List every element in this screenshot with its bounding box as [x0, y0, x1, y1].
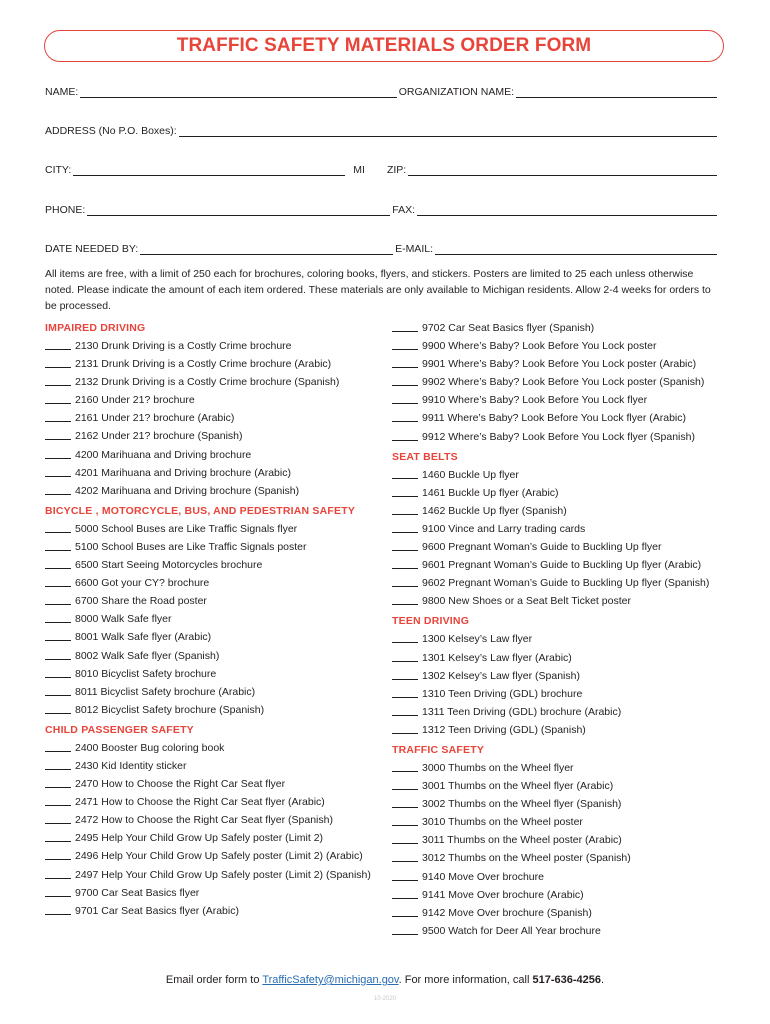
- name-label: NAME:: [45, 86, 79, 98]
- quantity-field[interactable]: [392, 667, 418, 680]
- order-item-label: 1460 Buckle Up flyer: [422, 468, 519, 481]
- order-item: [392, 922, 727, 940]
- order-item-label: 8010 Bicyclist Safety brochure: [75, 667, 217, 680]
- section-heading-bicycle-motorcycle-bus-and-pedestrian-safety: BICYCLE , MOTORCYCLE, BUS, AND PEDESTRIAN SAFETY: [45, 504, 356, 517]
- order-item: [392, 520, 727, 538]
- title-banner: [44, 30, 724, 62]
- order-item-label: 3002 Thumbs on the Wheel flyer (Spanish): [422, 798, 622, 811]
- order-item: [45, 902, 385, 920]
- order-item-label: 1311 Teen Driving (GDL) brochure (Arabic): [422, 705, 622, 718]
- order-item: [392, 466, 727, 484]
- order-item-label: 8012 Bicyclist Safety brochure (Spanish): [75, 703, 265, 716]
- order-item: [45, 373, 385, 391]
- order-item-label: 1301 Kelsey’s Law flyer (Arabic): [422, 651, 572, 664]
- order-item-label: 8001 Walk Safe flyer (Arabic): [75, 631, 212, 644]
- order-item-label: 1310 Teen Driving (GDL) brochure: [422, 687, 583, 700]
- address-field[interactable]: [179, 125, 717, 137]
- order-item-label: 2471 How to Choose the Right Car Seat flyer (Arabic): [75, 796, 325, 809]
- order-item-label: 9901 Where’s Baby? Look Before You Lock poster (Arabic): [422, 358, 697, 371]
- order-item: [45, 683, 385, 701]
- email-field[interactable]: [435, 243, 717, 255]
- order-item-label: 2162 Under 21? brochure (Spanish): [75, 430, 243, 443]
- order-item-label: 9800 New Shoes or a Seat Belt Ticket poster: [422, 595, 631, 608]
- quantity-field[interactable]: [45, 847, 71, 860]
- section-heading-impaired-driving: IMPAIRED DRIVING: [45, 322, 146, 334]
- quantity-field[interactable]: [45, 556, 71, 569]
- order-item: [392, 373, 727, 391]
- order-item-label: 2495 Help Your Child Grow Up Safely poster (Limit 2): [75, 832, 324, 845]
- order-item: [45, 427, 385, 445]
- quantity-field[interactable]: [392, 592, 418, 605]
- order-item: [392, 721, 727, 739]
- quantity-field[interactable]: [45, 628, 71, 641]
- order-item: [45, 556, 385, 574]
- quantity-field[interactable]: [392, 886, 418, 899]
- order-item-label: 9601 Pregnant Woman’s Guide to Buckling Up flyer (Arabic): [422, 559, 702, 572]
- order-item-label: 8002 Walk Safe flyer (Spanish): [75, 649, 220, 662]
- order-item-label: 9910 Where’s Baby? Look Before You Lock flyer: [422, 394, 648, 407]
- order-item: [392, 703, 727, 721]
- quantity-field[interactable]: [392, 904, 418, 917]
- order-item-label: 4201 Marihuana and Driving brochure (Arabic): [75, 466, 291, 479]
- zip-field[interactable]: [408, 164, 717, 176]
- order-item-label: 3011 Thumbs on the Wheel poster (Arabic): [422, 834, 622, 847]
- order-item: [392, 831, 727, 849]
- phone-fax-row: [45, 200, 719, 216]
- state-label: MI: [353, 164, 365, 176]
- quantity-field[interactable]: [45, 811, 71, 824]
- order-item: [45, 757, 385, 775]
- quantity-field[interactable]: [45, 574, 71, 587]
- quantity-field[interactable]: [45, 610, 71, 623]
- quantity-field[interactable]: [45, 538, 71, 551]
- order-item-label: 9701 Car Seat Basics flyer (Arabic): [75, 904, 239, 917]
- order-item-label: 2472 How to Choose the Right Car Seat flyer (Spanish): [75, 814, 333, 827]
- fax-label: FAX:: [392, 204, 415, 216]
- order-item: [45, 811, 385, 829]
- order-item: [392, 795, 727, 813]
- email-label: E-MAIL:: [395, 243, 433, 255]
- page-title: TRAFFIC SAFETY MATERIALS ORDER FORM: [176, 35, 592, 56]
- quantity-field[interactable]: [392, 630, 418, 643]
- order-item-label: 6500 Start Seeing Motorcycles brochure: [75, 559, 263, 572]
- order-item-label: 2130 Drunk Driving is a Costly Crime brochure: [75, 340, 292, 352]
- order-item: [45, 665, 385, 683]
- quantity-field[interactable]: [45, 757, 71, 770]
- quantity-field[interactable]: [392, 574, 418, 587]
- order-item-label: 9902 Where’s Baby? Look Before You Lock poster (Spanish): [422, 376, 705, 389]
- order-item: [45, 884, 385, 902]
- quantity-field[interactable]: [392, 428, 418, 441]
- order-item-label: 9100 Vince and Larry trading cards: [422, 522, 586, 535]
- order-item: [45, 647, 385, 665]
- order-item: [392, 337, 727, 355]
- order-item: [45, 628, 385, 646]
- quantity-field[interactable]: [45, 592, 71, 605]
- quantity-field[interactable]: [45, 373, 71, 386]
- city-label: CITY:: [45, 164, 72, 176]
- quantity-field[interactable]: [45, 866, 71, 879]
- name-org-row: [45, 82, 719, 98]
- quantity-field[interactable]: [392, 922, 418, 935]
- order-item: [45, 391, 385, 409]
- form-code: 10-2020: [373, 996, 397, 1002]
- order-item-label: 9700 Car Seat Basics flyer: [75, 886, 200, 899]
- order-item-label: 9900 Where’s Baby? Look Before You Lock poster: [422, 340, 657, 353]
- fax-field[interactable]: [417, 204, 717, 216]
- quantity-field[interactable]: [45, 884, 71, 897]
- order-item-label: 1300 Kelsey’s Law flyer: [422, 633, 533, 646]
- order-item: [392, 759, 727, 777]
- footer-middle: . For more information, call: [398, 974, 533, 986]
- order-item-label: 6600 Got your CY? brochure: [75, 577, 210, 590]
- quantity-field[interactable]: [45, 482, 71, 495]
- order-item: [45, 446, 385, 464]
- order-item: [392, 428, 727, 446]
- order-item: [392, 685, 727, 703]
- order-item-label: 9140 Move Over brochure: [422, 870, 544, 883]
- left-column: [45, 319, 385, 920]
- quantity-field[interactable]: [45, 775, 71, 788]
- order-item: [45, 538, 385, 556]
- quantity-field[interactable]: [45, 902, 71, 915]
- order-item-label: 2160 Under 21? brochure: [75, 394, 195, 407]
- instructions-paragraph: All items are free, with a limit of 250 each for brochures, coloring books, flyers, and stickers. Posters are limited to 25 each unless otherwise noted. Please indicate the amount of each item ordered. These materials are only available to Michigan residents. Allow 2-4 weeks for orders to be processed.: [45, 268, 711, 312]
- quantity-field[interactable]: [45, 464, 71, 477]
- order-item-label: 2400 Booster Bug coloring book: [75, 741, 225, 754]
- quantity-field[interactable]: [392, 538, 418, 551]
- quantity-field[interactable]: [392, 337, 418, 350]
- quantity-field[interactable]: [392, 777, 418, 790]
- quantity-field[interactable]: [45, 355, 71, 368]
- order-item: [392, 592, 727, 610]
- order-item: [392, 574, 727, 592]
- quantity-field[interactable]: [45, 446, 71, 459]
- order-item: [45, 355, 385, 373]
- order-item: [392, 484, 727, 502]
- phone-number: 517-636-4256: [532, 974, 601, 986]
- section-heading-child-passenger-safety: CHILD PASSENGER SAFETY: [45, 723, 194, 736]
- quantity-field[interactable]: [392, 466, 418, 479]
- order-item-label: 1462 Buckle Up flyer (Spanish): [422, 504, 567, 517]
- order-item-label: 2430 Kid Identity sticker: [75, 759, 187, 772]
- zip-label: ZIP:: [386, 164, 407, 176]
- order-item-label: 5000 School Buses are Like Traffic Signals flyer: [75, 522, 298, 535]
- quantity-field[interactable]: [45, 391, 71, 404]
- name-field[interactable]: [80, 86, 396, 98]
- address-label: ADDRESS (No P.O. Boxes):: [45, 125, 177, 137]
- address-row: [45, 121, 719, 137]
- quantity-field[interactable]: [45, 701, 71, 714]
- right-column: [392, 319, 727, 940]
- order-item-label: 3000 Thumbs on the Wheel flyer: [422, 761, 574, 774]
- order-item: [392, 849, 727, 867]
- quantity-field[interactable]: [392, 355, 418, 368]
- order-item-label: 2161 Under 21? brochure (Arabic): [75, 412, 235, 425]
- order-item: [392, 813, 727, 831]
- order-item-label: 9911 Where’s Baby? Look Before You Lock flyer (Arabic): [422, 412, 687, 425]
- section-heading-traffic-safety: TRAFFIC SAFETY: [392, 743, 485, 756]
- date-needed-field[interactable]: [140, 243, 393, 255]
- order-item: [392, 904, 727, 922]
- order-item: [392, 355, 727, 373]
- quantity-field[interactable]: [45, 683, 71, 696]
- quantity-field[interactable]: [45, 829, 71, 842]
- quantity-field[interactable]: [392, 649, 418, 662]
- order-item: [45, 793, 385, 811]
- order-item-label: 3001 Thumbs on the Wheel flyer (Arabic): [422, 780, 614, 793]
- order-item: [392, 630, 727, 648]
- order-item: [45, 464, 385, 482]
- order-item-label: 1302 Kelsey’s Law flyer (Spanish): [422, 669, 580, 682]
- order-item-label: 8000 Walk Safe flyer: [75, 613, 172, 626]
- quantity-field[interactable]: [392, 849, 418, 862]
- footer-prefix: Email order form to: [165, 974, 263, 986]
- date-email-row: [45, 239, 719, 255]
- quantity-field[interactable]: [392, 795, 418, 808]
- phone-field[interactable]: [87, 204, 390, 216]
- quantity-field[interactable]: [392, 868, 418, 881]
- city-field[interactable]: [73, 164, 345, 176]
- quantity-field[interactable]: [392, 813, 418, 826]
- order-item: [392, 502, 727, 520]
- quantity-field[interactable]: [45, 665, 71, 678]
- order-item: [392, 319, 727, 337]
- date-needed-label: DATE NEEDED BY:: [45, 243, 139, 255]
- order-item-label: 9500 Watch for Deer All Year brochure: [422, 924, 601, 937]
- order-item-label: 6700 Share the Road poster: [75, 595, 207, 608]
- order-item-label: 3010 Thumbs on the Wheel poster: [422, 816, 583, 829]
- order-item-label: 9142 Move Over brochure (Spanish): [422, 906, 592, 919]
- order-item: [45, 847, 385, 865]
- section-heading-seat-belts: SEAT BELTS: [392, 450, 458, 463]
- quantity-field[interactable]: [392, 703, 418, 716]
- order-item-label: 2497 Help Your Child Grow Up Safely poster (Limit 2) (Spanish): [75, 868, 371, 881]
- quantity-field[interactable]: [45, 409, 71, 422]
- order-item-label: 8011 Bicyclist Safety brochure (Arabic): [75, 685, 256, 698]
- email-link[interactable]: TrafficSafety@michigan.gov: [262, 974, 399, 986]
- order-item-label: 2131 Drunk Driving is a Costly Crime brochure (Arabic): [75, 358, 332, 371]
- order-item: [45, 829, 385, 847]
- quantity-field[interactable]: [45, 520, 71, 533]
- order-item: [45, 739, 385, 757]
- order-item-label: 3012 Thumbs on the Wheel poster (Spanish): [422, 852, 631, 865]
- order-item: [45, 775, 385, 793]
- quantity-field[interactable]: [392, 520, 418, 533]
- order-item: [392, 556, 727, 574]
- order-item: [392, 777, 727, 795]
- quantity-field[interactable]: [45, 793, 71, 806]
- organization-field[interactable]: [516, 86, 717, 98]
- order-item-label: 2496 Help Your Child Grow Up Safely poster (Limit 2) (Arabic): [75, 850, 363, 863]
- quantity-field[interactable]: [392, 556, 418, 569]
- order-item: [45, 866, 385, 884]
- quantity-field[interactable]: [392, 831, 418, 844]
- order-item-label: 1312 Teen Driving (GDL) (Spanish): [422, 723, 586, 736]
- quantity-field[interactable]: [45, 647, 71, 660]
- city-zip-row: [45, 160, 719, 176]
- order-item: [392, 649, 727, 667]
- order-item-label: 1461 Buckle Up flyer (Arabic): [422, 486, 559, 499]
- order-item-label: 9600 Pregnant Woman’s Guide to Buckling Up flyer: [422, 541, 662, 554]
- quantity-field[interactable]: [392, 373, 418, 386]
- order-item: [45, 482, 385, 500]
- quantity-field[interactable]: [392, 685, 418, 698]
- order-item: [392, 409, 727, 427]
- order-item-label: 9141 Move Over brochure (Arabic): [422, 888, 584, 901]
- order-item-label: 9702 Car Seat Basics flyer (Spanish): [422, 322, 595, 334]
- footer-text: [0, 974, 770, 986]
- quantity-field[interactable]: [45, 337, 71, 350]
- phone-label: PHONE:: [45, 204, 86, 216]
- quantity-field[interactable]: [392, 484, 418, 497]
- order-item: [45, 610, 385, 628]
- order-item: [45, 337, 385, 355]
- order-item: [45, 701, 385, 719]
- order-item: [45, 409, 385, 427]
- order-item: [392, 868, 727, 886]
- order-item-label: 9602 Pregnant Woman’s Guide to Buckling Up flyer (Spanish): [422, 577, 710, 590]
- quantity-field[interactable]: [392, 409, 418, 422]
- quantity-field[interactable]: [392, 759, 418, 772]
- order-item: [392, 538, 727, 556]
- order-item: [392, 391, 727, 409]
- order-item: [45, 574, 385, 592]
- organization-label: ORGANIZATION NAME:: [398, 86, 514, 98]
- quantity-field[interactable]: [392, 391, 418, 404]
- order-item: [45, 592, 385, 610]
- order-item-label: 2470 How to Choose the Right Car Seat flyer: [75, 778, 286, 791]
- quantity-field[interactable]: [45, 427, 71, 440]
- order-item-label: 9912 Where’s Baby? Look Before You Lock flyer (Spanish): [422, 430, 695, 443]
- order-item-label: 2132 Drunk Driving is a Costly Crime brochure (Spanish): [75, 376, 340, 389]
- order-item: [392, 667, 727, 685]
- order-item-label: 5100 School Buses are Like Traffic Signals poster: [75, 540, 307, 553]
- quantity-field[interactable]: [392, 502, 418, 515]
- order-item-label: 4202 Marihuana and Driving brochure (Spanish): [75, 484, 300, 497]
- footer-suffix: .: [601, 974, 605, 986]
- quantity-field[interactable]: [392, 721, 418, 734]
- quantity-field[interactable]: [45, 739, 71, 752]
- order-item-label: 4200 Marihuana and Driving brochure: [75, 448, 252, 461]
- section-heading-teen-driving: TEEN DRIVING: [392, 615, 470, 628]
- order-item: [45, 520, 385, 538]
- quantity-field[interactable]: [392, 319, 418, 332]
- order-item: [392, 886, 727, 904]
